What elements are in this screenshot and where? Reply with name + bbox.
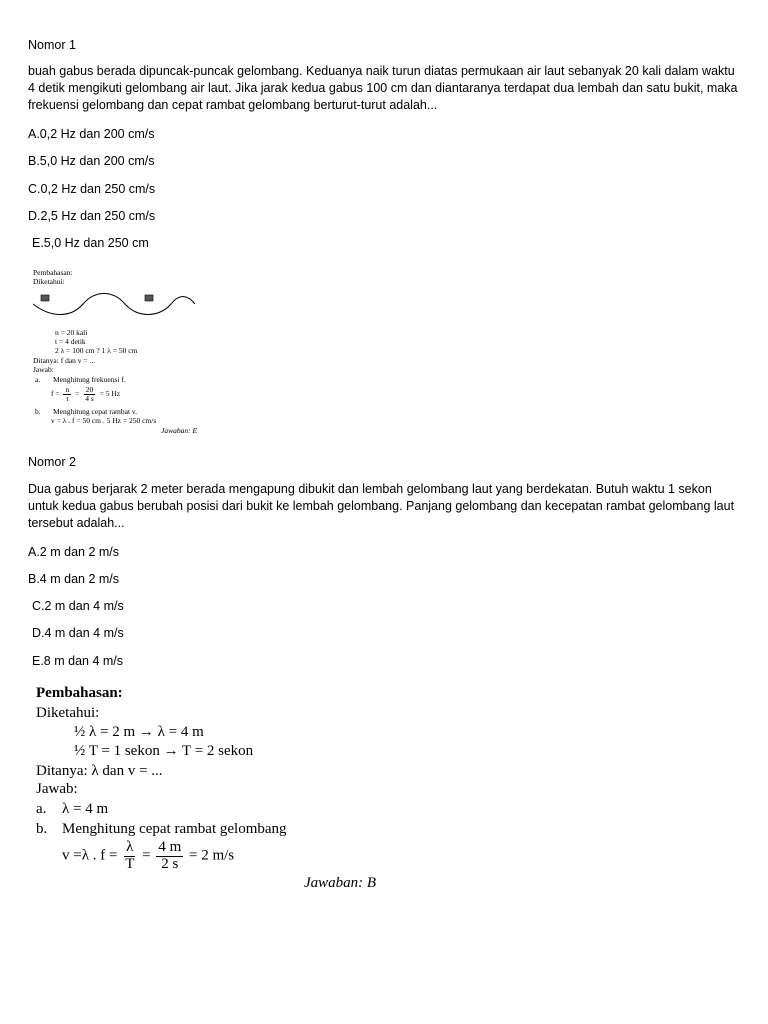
solution-1-v-line: v = λ . f = 50 cm . 5 Hz = 250 cm/s bbox=[51, 416, 157, 425]
f-fraction-2 bbox=[83, 386, 96, 403]
question-2-text: Dua gabus berjarak 2 meter berada mengapung dibukit dan lembah gelombang laut yang berdekatan. Butuh waktu 1 sekon untuk kedua gabus berubah posisi dari bukit ke lembah gelombang. Panjang gelombang dan kecepatan rambat gelombang laut tersebut adalah... bbox=[28, 482, 735, 530]
solution-2-a-text: λ = 4 m bbox=[62, 801, 109, 817]
v-num-1: λ bbox=[126, 839, 134, 855]
wave-diagram bbox=[33, 290, 195, 320]
solution-1-figure bbox=[33, 268, 223, 438]
solution-2-line-2: ½ T = 1 sekon → T = 2 sekon bbox=[74, 743, 254, 759]
solution-2-known: Diketahui: bbox=[36, 705, 100, 721]
f-den-1: t bbox=[66, 393, 69, 403]
solution-2-a-label: a. bbox=[36, 801, 47, 817]
question-1-option-e: E.5,0 Hz dan 250 cm bbox=[32, 236, 149, 250]
v-num-2: 4 m bbox=[158, 839, 182, 855]
solution-2-answer-label: Jawab: bbox=[36, 781, 78, 797]
question-2-option-c: C.2 m dan 4 m/s bbox=[32, 599, 124, 613]
question-2-title: Nomor 2 bbox=[28, 455, 76, 469]
v-fraction-2 bbox=[156, 840, 183, 873]
solution-1-answer-label: Jawab: bbox=[33, 365, 54, 374]
question-1-option-a: A.0,2 Hz dan 200 cm/s bbox=[28, 127, 155, 141]
question-1-option-b: B.5,0 Hz dan 200 cm/s bbox=[28, 154, 155, 168]
solution-1-heading: Pembahasan: bbox=[33, 268, 73, 277]
question-1-title: Nomor 1 bbox=[28, 38, 76, 52]
v-fraction-1 bbox=[123, 840, 136, 873]
solution-2-final: Jawaban: B bbox=[304, 875, 377, 891]
solution-1-final: Jawaban: E bbox=[161, 426, 198, 435]
f-result: = 5 Hz bbox=[99, 389, 121, 399]
f-lhs: f = bbox=[51, 389, 60, 399]
question-2-option-b: B.4 m dan 2 m/s bbox=[28, 572, 120, 586]
solution-1-lambda: 2 λ = 100 cm ? 1 λ = 50 cm bbox=[55, 346, 138, 355]
f-fraction-1 bbox=[63, 386, 71, 403]
solution-1-t: t = 4 detik bbox=[55, 337, 86, 346]
v-result: = 2 m/s bbox=[189, 847, 235, 864]
solution-1-asked: Ditanya: f dan v = ... bbox=[33, 356, 96, 365]
solution-1-b-text: Menghitung cepat rambat v. bbox=[53, 407, 138, 416]
f-num-1: n bbox=[65, 385, 70, 394]
v-den-1: T bbox=[125, 855, 135, 872]
solution-2-asked: Ditanya: λ dan v = ... bbox=[36, 763, 163, 779]
cork-right bbox=[145, 295, 153, 301]
solution-1-b-label: b. bbox=[35, 407, 41, 416]
f-eq: = bbox=[75, 389, 80, 399]
solution-1-a-text: Menghitung frekuensi f. bbox=[53, 375, 126, 384]
cork-left bbox=[41, 295, 49, 301]
solution-2-heading: Pembahasan: bbox=[36, 685, 123, 701]
solution-1-n: n = 20 kali bbox=[55, 328, 88, 337]
solution-2-b-label: b. bbox=[36, 821, 48, 837]
question-2-option-a: A.2 m dan 2 m/s bbox=[28, 545, 120, 559]
v-lhs: v =λ . f = bbox=[62, 847, 118, 864]
question-1-option-c: C.0,2 Hz dan 250 cm/s bbox=[28, 182, 156, 196]
solution-1-known: Diketahui: bbox=[33, 277, 65, 286]
v-den-2: 2 s bbox=[161, 855, 179, 872]
solution-2-v-formula bbox=[62, 840, 234, 873]
question-1-text: buah gabus berada dipuncak-puncak gelombang. Keduanya naik turun diatas permukaan air laut sebanyak 20 kali dalam waktu 4 detik mengikuti gelombang air laut. Jika jarak kedua gabus 100 cm dan diantaranya terdapat dua lembah dan satu bukit, maka frekuensi gelombang dan cepat rambat gelombang berturut-turut adalah... bbox=[28, 64, 738, 112]
solution-2-figure bbox=[36, 682, 436, 892]
v-eq: = bbox=[142, 847, 151, 864]
question-1-option-d: D.2,5 Hz dan 250 cm/s bbox=[28, 209, 156, 223]
solution-2-line-1: ½ λ = 2 m → λ = 4 m bbox=[74, 724, 204, 740]
solution-1-a-label: a. bbox=[35, 375, 41, 384]
question-2-option-e: E.8 m dan 4 m/s bbox=[32, 654, 124, 668]
f-num-2: 20 bbox=[85, 385, 94, 394]
question-2-option-d: D.4 m dan 4 m/s bbox=[32, 626, 124, 640]
f-den-2: 4 s bbox=[85, 393, 94, 403]
solution-2-b-text: Menghitung cepat rambat gelombang bbox=[62, 821, 287, 837]
solution-1-f-formula bbox=[51, 386, 120, 403]
